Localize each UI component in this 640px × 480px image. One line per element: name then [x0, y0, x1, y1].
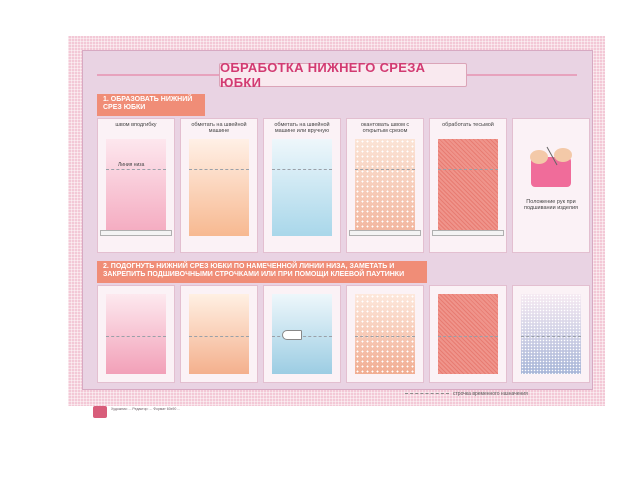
panel-2-caption: обметать на швейной машине [191, 122, 247, 134]
poster-inner [82, 50, 593, 411]
title-bar [219, 60, 467, 90]
fabric-swatch [355, 294, 415, 374]
panel-4 [346, 118, 424, 253]
fabric-swatch [272, 294, 332, 374]
panel2-4 [346, 285, 424, 383]
panel-3 [263, 118, 341, 253]
panel-6-caption: Положение рук при подшивании изделия [523, 199, 579, 211]
panel-1 [97, 118, 175, 253]
fabric-swatch [189, 294, 249, 374]
legend-text: строчка временного назначения [453, 391, 528, 397]
fabric-swatch [521, 294, 581, 374]
panel-3-caption: обметать на швейной машине или вручную [274, 122, 330, 134]
panel-4-caption: окантовать швом с открытым срезом [360, 122, 410, 134]
panel2-5 [429, 285, 507, 383]
hem-line [272, 169, 332, 170]
panel-6 [512, 118, 590, 253]
panel2-2 [180, 285, 258, 383]
panel-2 [180, 118, 258, 253]
panel2-3 [263, 285, 341, 383]
hem-line [355, 336, 415, 337]
poster-title: ОБРАБОТКА НИЖНЕГО СРЕЗА ЮБКИ [220, 60, 426, 90]
tape-strip [432, 230, 504, 236]
fold-strip [100, 230, 172, 236]
hem-line-label: Линия низа [118, 162, 145, 168]
hem-line [106, 169, 166, 170]
fabric-swatch [106, 294, 166, 374]
legend-dash [405, 393, 449, 394]
panel-5-caption: обработать тесьмой [442, 122, 494, 128]
hem-line [355, 169, 415, 170]
panel2-6 [512, 285, 590, 383]
binding-strip [349, 230, 421, 236]
hands-sewing-illustration [517, 137, 585, 189]
imprint-text: Художник: ... Редактор: ... Формат 60x90 ... [111, 407, 181, 411]
poster [68, 36, 605, 411]
row-2 [97, 285, 592, 385]
fabric-swatch [189, 139, 249, 236]
panel-1-caption: швом вподгибку [115, 122, 157, 128]
section-2-label: 2. ПОДОГНУТЬ НИЖНИЙ СРЕЗ ЮБКИ ПО НАМЕЧЕННОЙ ЛИНИИ НИЗА, ЗАМЕТАТЬ И ЗАКРЕПИТЬ ПОДШИВОЧНЫМИ СТРОЧКАМИ ИЛИ ПРИ ПОМОЩИ КЛЕЕВОЙ ПАУТИНКИ [97, 261, 427, 283]
hem-line [438, 169, 498, 170]
hem-line [521, 336, 581, 337]
hem-line [189, 336, 249, 337]
fabric-swatch [438, 139, 498, 236]
panel2-1 [97, 285, 175, 383]
hem-line [106, 336, 166, 337]
section-1-label: 1. ОБРАЗОВАТЬ НИЖНИЙ СРЕЗ ЮБКИ [97, 94, 205, 116]
fabric-swatch [272, 139, 332, 236]
fabric-swatch [106, 139, 166, 236]
hem-line [189, 169, 249, 170]
panel-5 [429, 118, 507, 253]
hem-line [438, 336, 498, 337]
iron-icon [282, 330, 302, 340]
publisher-logo [93, 406, 107, 418]
fabric-swatch [438, 294, 498, 374]
row-1 [97, 118, 592, 253]
hem-line [272, 336, 332, 337]
fabric-swatch [355, 139, 415, 236]
